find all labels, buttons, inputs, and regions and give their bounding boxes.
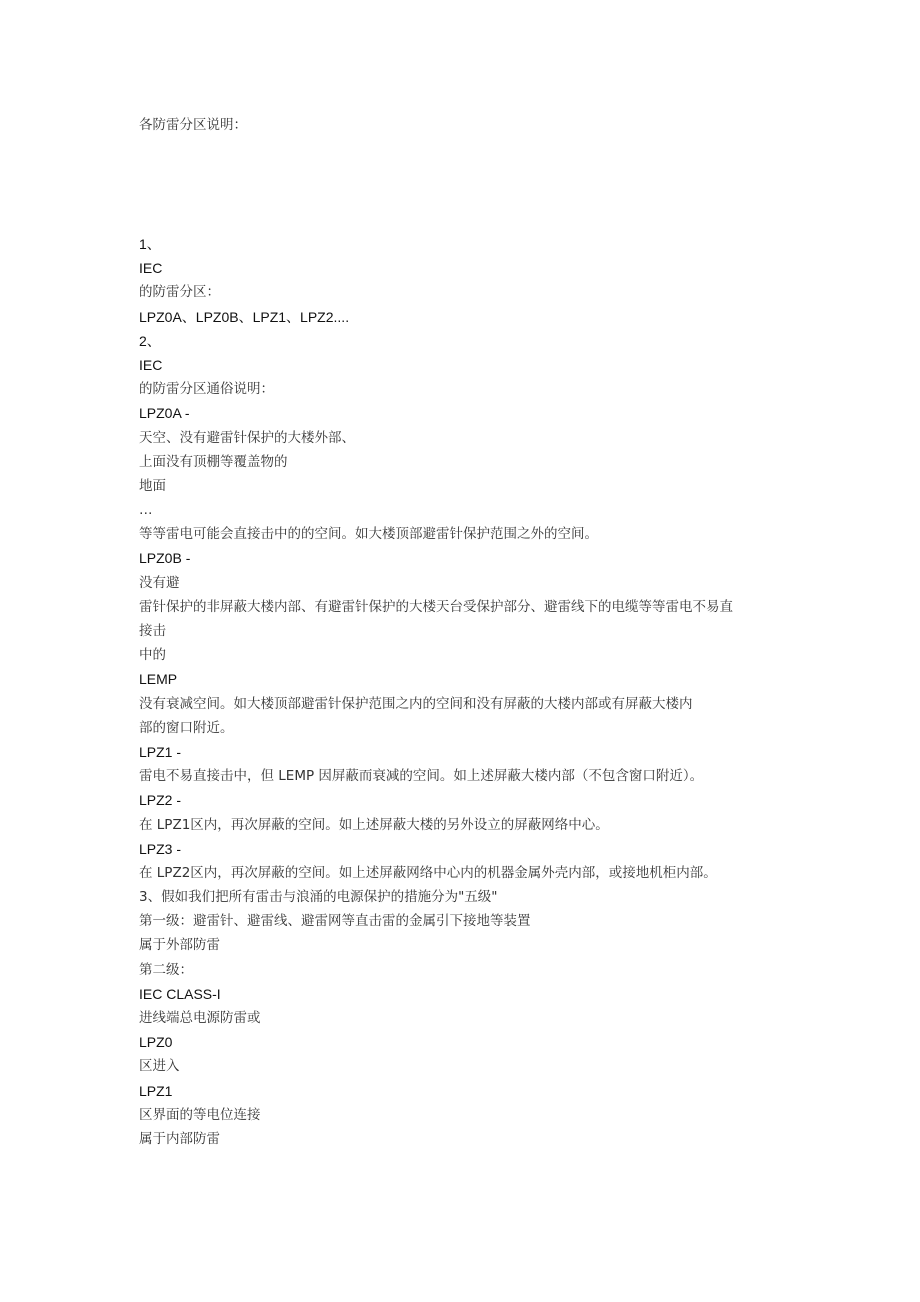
text-line: 天空、没有避雷针保护的大楼外部、 (139, 429, 355, 446)
text-line: 没有避 (139, 574, 180, 591)
text-line: LPZ1 (139, 1082, 173, 1099)
text-line: IEC (139, 356, 163, 373)
text-line: 雷电不易直接击中，但 LEMP 因屏蔽而衰减的空间。如上述屏蔽大楼内部（不包含窗口附近）。 (139, 768, 704, 785)
text-line: 雷针保护的非屏蔽大楼内部、有避雷针保护的大楼天台受保护部分、避雷线下的电缆等等雷电不易直 (139, 598, 733, 615)
text-line: 1、 (139, 236, 161, 252)
text-line: 区界面的等电位连接 (139, 1106, 261, 1123)
text-line: 接击 (139, 623, 166, 639)
text-line: 属于外部防雷 (139, 937, 220, 954)
document-heading: 各防雷分区说明： (139, 117, 247, 133)
text-line: 属于内部防雷 (139, 1130, 220, 1147)
text-line: LPZ0A - (139, 405, 190, 422)
text-line: 部的窗口附近。 (139, 719, 234, 736)
text-line: LPZ0B - (139, 550, 191, 567)
text-line: 在 LPZ1区内，再次屏蔽的空间。如上述屏蔽大楼的另外设立的屏蔽网络中心。 (139, 816, 609, 833)
text-line: 等等雷电可能会直接击中的的空间。如大楼顶部避雷针保护范围之外的空间。 (139, 526, 598, 543)
text-line: 区进入 (139, 1058, 180, 1075)
text-line: LPZ3 - (139, 840, 182, 857)
text-line: IEC (139, 260, 163, 277)
text-line: LPZ0A、LPZ0B、LPZ1、LPZ2.... (139, 308, 350, 325)
text-line: 上面没有顶棚等覆盖物的 (139, 453, 288, 470)
text-line: 2、 (139, 332, 161, 349)
document-body (139, 235, 799, 1154)
text-line: 的防雷分区通俗说明： (139, 381, 274, 398)
text-line: IEC CLASS-I (139, 985, 221, 1002)
text-line: 第一级：避雷针、避雷线、避雷网等直击雷的金属引下接地等装置 (139, 913, 531, 930)
text-line: LEMP (139, 671, 178, 688)
text-line: 在 LPZ2区内，再次屏蔽的空间。如上述屏蔽网络中心内的机器金属外壳内部，或接地机柜内部。 (139, 864, 717, 881)
text-line: 地面 (139, 477, 166, 494)
text-line: LPZ2 - (139, 792, 182, 809)
text-line: LPZ0 (139, 1034, 173, 1051)
text-line: LPZ1 - (139, 743, 182, 760)
text-line: … (139, 502, 153, 519)
text-line: 没有衰减空间。如大楼顶部避雷针保护范围之内的空间和没有屏蔽的大楼内部或有屏蔽大楼内 (139, 695, 693, 712)
text-line: 3、假如我们把所有雷击与浪涌的电源保护的措施分为"五级" (139, 889, 498, 906)
text-line: 中的 (139, 647, 166, 664)
text-line: 的防雷分区： (139, 284, 220, 301)
text-line: 第二级： (139, 961, 193, 978)
text-line: 进线端总电源防雷或 (139, 1010, 261, 1026)
